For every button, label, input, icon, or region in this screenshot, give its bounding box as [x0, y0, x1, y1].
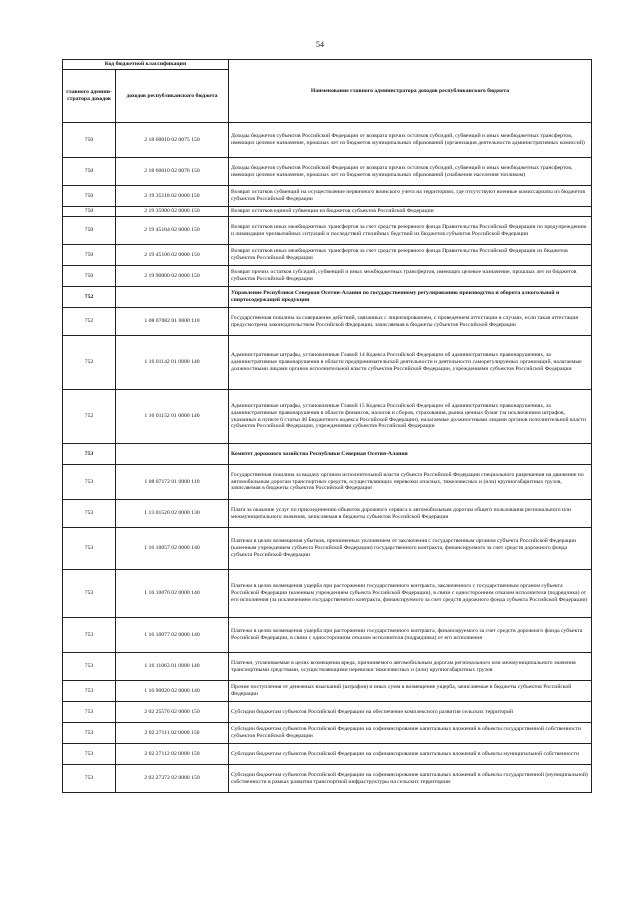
table-row-organization	[63, 444, 592, 465]
revenue-code-cell	[116, 287, 229, 308]
revenue-name-cell: Субсидии бюджетам субъектов Российской Федерации на обеспечение комплексного развития сельских территорий	[229, 702, 592, 723]
admin-code-cell: 753	[63, 500, 116, 528]
admin-code-cell: 752	[63, 390, 116, 444]
revenue-code-cell	[116, 444, 229, 465]
admin-code-cell: 753	[63, 723, 116, 744]
table-row	[63, 618, 592, 653]
revenue-code-cell: 1 16 10077 02 0000 140	[116, 618, 229, 653]
header-group: Код бюджетной классификации	[63, 60, 229, 70]
revenue-name-cell: Административные штрафы, установленные Главой 14 Кодекса Российской Федерации об административных правонарушениях, за административные правонарушения в области предпринимательской деятельности и деятельности саморегулируемых организаций, налагаемые должностными лицами органов исполнительной власти субъектов Российской Федерации, учреждениями субъектов Российской Федерации	[229, 336, 592, 390]
table-row	[63, 723, 592, 744]
admin-code-cell: 750	[63, 123, 116, 158]
table-row	[63, 308, 592, 336]
table-row	[63, 158, 592, 186]
revenue-name-cell: Возврат прочих остатков субсидий, субвенций и иных межбюджетных трансфертов, имеющих целевое назначение, прошлых лет из бюджетов субъектов Российской Федерации	[229, 266, 592, 287]
header-code: доходов республиканского бюджета	[116, 70, 229, 123]
table-body	[63, 123, 592, 793]
revenue-code-cell: 1 16 90020 02 0000 140	[116, 681, 229, 702]
header-name: Наименование главного администратора доходов республиканского бюджета	[229, 60, 592, 123]
table-row	[63, 217, 592, 245]
revenue-code-cell: 2 02 27112 02 0000 150	[116, 744, 229, 765]
admin-code-cell: 750	[63, 266, 116, 287]
revenue-code-cell: 2 19 35118 02 0000 150	[116, 186, 229, 207]
revenue-code-cell: 1 16 01142 01 0000 140	[116, 336, 229, 390]
admin-code-cell: 752	[63, 287, 116, 308]
revenue-code-cell: 1 16 10076 02 0000 140	[116, 570, 229, 618]
table-row	[63, 744, 592, 765]
revenue-name-cell: Возврат остатков субвенций на осуществление первичного воинского учета на территориях, где отсутствуют военные комиссариаты из бюджетов субъектов Российской Федерации	[229, 186, 592, 207]
admin-code-cell: 750	[63, 207, 116, 217]
admin-code-cell: 753	[63, 653, 116, 681]
table-row	[63, 653, 592, 681]
revenue-code-cell: 1 08 07172 01 0000 110	[116, 465, 229, 500]
page-number: 54	[316, 40, 324, 49]
revenue-code-cell: 1 08 07082 01 0000 110	[116, 308, 229, 336]
admin-code-cell: 750	[63, 245, 116, 266]
revenue-name-cell: Государственная пошлина за выдачу органом исполнительной власти субъекта Российской Федерации специального разрешения на движение по автомобильным дорогам транспортных средств, осуществляющих перевозки опасных, тяжеловесных и (или) крупногабаритных грузов, зачисляемая в бюджеты субъектов Российской Федерации	[229, 465, 592, 500]
revenue-code-cell: 2 19 45106 02 0000 150	[116, 245, 229, 266]
table-row	[63, 465, 592, 500]
revenue-name-cell: Платежи, уплачиваемые в целях возмещения вреда, причиняемого автомобильным дорогам регионального или межмуниципального значения транспортными средствами, осуществляющими перевозки тяжеловесных и (или) крупногабаритных грузов	[229, 653, 592, 681]
revenue-name-cell: Управление Республики Северная Осетия-Алания по государственному регулированию производства и оборота алкогольной и спиртосодержащей продукции	[229, 287, 592, 308]
table-row	[63, 702, 592, 723]
revenue-code-cell: 1 16 10057 02 0000 140	[116, 528, 229, 570]
admin-code-cell: 752	[63, 308, 116, 336]
revenue-code-cell: 2 18 60010 02 0075 150	[116, 123, 229, 158]
revenue-code-cell: 2 02 25576 02 0000 150	[116, 702, 229, 723]
revenue-name-cell: Комитет дорожного хозяйства Республики Северная Осетия-Алания	[229, 444, 592, 465]
revenue-name-cell: Платежи в целях возмещения ущерба при расторжении государственного контракта, заключенного с государственным органом субъекта Российской Федерации (казенным учреждением субъекта Российской Федерации), в связи с односторонним отказом исполнителя (подрядчика) от его исполнения (за исключением государственного контракта, финансируемого за счет средств дорожного фонда субъекта Российской Федерации)	[229, 570, 592, 618]
admin-code-cell: 753	[63, 681, 116, 702]
revenue-code-cell: 1 16 01152 01 0000 140	[116, 390, 229, 444]
admin-code-cell: 753	[63, 465, 116, 500]
revenue-name-cell: Субсидии бюджетам субъектов Российской Федерации на софинансирование капитальных вложений в объекты муниципальной собственности	[229, 744, 592, 765]
revenue-name-cell: Возврат остатков иных межбюджетных трансфертов за счет средств резервного фонда Правительства Российской Федерации из бюджетов субъектов Российской Федерации	[229, 245, 592, 266]
revenue-name-cell: Платежи в целях возмещения ущерба при расторжении государственного контракта, финансируемого за счет средств дорожного фонда субъекта Российской Федерации, в связи с односторонним отказом исполнителя (подрядчика) от его исполнения	[229, 618, 592, 653]
table-row	[63, 266, 592, 287]
admin-code-cell: 753	[63, 528, 116, 570]
admin-code-cell: 752	[63, 336, 116, 390]
revenue-code-cell: 2 18 60010 02 0076 150	[116, 158, 229, 186]
admin-code-cell: 753	[63, 765, 116, 793]
revenue-code-cell: 2 19 90000 02 0000 150	[116, 266, 229, 287]
header-admin: главного админи- стратора доходов	[63, 70, 116, 123]
revenue-name-cell: Платежи в целях возмещения убытков, причиненных уклонением от заключения с государственным органом субъекта Российской Федерации (казенным учреждением субъекта Российской Федерации) государственного контракта, финансируемого за счет средств дорожного фонда субъекта Российской Федерации	[229, 528, 592, 570]
table-row	[63, 123, 592, 158]
table-row	[63, 570, 592, 618]
revenue-code-cell: 1 13 01520 02 0000 130	[116, 500, 229, 528]
revenue-code-cell: 1 16 11063 01 0000 140	[116, 653, 229, 681]
admin-code-cell: 750	[63, 217, 116, 245]
revenue-name-cell: Субсидии бюджетам субъектов Российской Федерации на софинансирование капитальных вложений в объекты государственной собственности субъектов Российской Федерации	[229, 723, 592, 744]
revenue-code-cell: 2 02 27111 02 0000 150	[116, 723, 229, 744]
revenue-code-cell: 2 19 35900 02 0000 150	[116, 207, 229, 217]
table-row	[63, 186, 592, 207]
admin-code-cell: 753	[63, 702, 116, 723]
table-row	[63, 500, 592, 528]
admin-code-cell: 753	[63, 444, 116, 465]
revenue-name-cell: Субсидии бюджетам субъектов Российской Федерации на софинансирование капитальных вложений в объекты государственной (муниципальной) собственности в рамках развития транспортной инфраструктуры на сельских территориях	[229, 765, 592, 793]
admin-code-cell: 750	[63, 158, 116, 186]
admin-code-cell: 753	[63, 570, 116, 618]
admin-code-cell: 750	[63, 186, 116, 207]
revenue-code-cell: 2 02 27372 02 0000 150	[116, 765, 229, 793]
table-row-organization	[63, 287, 592, 308]
revenue-name-cell: Прочие поступления от денежных взысканий (штрафов) и иных сумм в возмещение ущерба, зачисляемые в бюджеты субъектов Российской Федерации	[229, 681, 592, 702]
table-row	[63, 528, 592, 570]
revenue-name-cell: Государственная пошлина за совершение действий, связанных с лицензированием, с проведением аттестации в случаях, если такая аттестация предусмотрена законодательством Российской Федерации, зачисляемая в бюджеты субъектов Российской Федерации	[229, 308, 592, 336]
admin-code-cell: 753	[63, 618, 116, 653]
revenue-name-cell: Доходы бюджетов субъектов Российской Федерации от возврата прочих остатков субсидий, субвенций и иных межбюджетных трансфертов, имеющих целевое назначение, прошлых лет из бюджетов муниципальных образований (снабжение населения топливом)	[229, 158, 592, 186]
table-row	[63, 245, 592, 266]
table-row	[63, 207, 592, 217]
revenue-name-cell: Плата за оказание услуг по присоединению объектов дорожного сервиса к автомобильным дорогам общего пользования регионального или межмуниципального значения, зачисляемая в бюджеты субъектов Российской Федерации	[229, 500, 592, 528]
table-row	[63, 390, 592, 444]
admin-code-cell: 753	[63, 744, 116, 765]
budget-classification-table	[62, 59, 592, 793]
revenue-name-cell: Возврат остатков иных межбюджетных трансфертов за счет средств резервного фонда Правительства Российской Федерации по предупреждению и ликвидации чрезвычайных ситуаций и последствий стихийных бедствий из бюджетов субъектов Российской Федерации	[229, 217, 592, 245]
table-row	[63, 765, 592, 793]
table-row	[63, 681, 592, 702]
revenue-code-cell: 2 19 45104 02 0000 150	[116, 217, 229, 245]
table-row	[63, 336, 592, 390]
revenue-name-cell: Доходы бюджетов субъектов Российской Федерации от возврата прочих остатков субсидий, субвенций и иных межбюджетных трансфертов, имеющих целевое назначение, прошлых лет из бюджетов муниципальных образований (организация деятельности административных комиссий)	[229, 123, 592, 158]
revenue-name-cell: Административные штрафы, установленные Главой 15 Кодекса Российской Федерации об административных правонарушениях, за административные правонарушения в области финансов, налогов и сборов, страхования, рынка ценных бумаг (за исключением штрафов, указанных в пункте 6 статьи 46 Бюджетного кодекса Российской Федерации), налагаемые должностными лицами органов исполнительной власти субъектов Российской Федерации, учреждениями субъектов Российской Федерации	[229, 390, 592, 444]
revenue-name-cell: Возврат остатков единой субвенции из бюджетов субъектов Российской Федерации	[229, 207, 592, 217]
